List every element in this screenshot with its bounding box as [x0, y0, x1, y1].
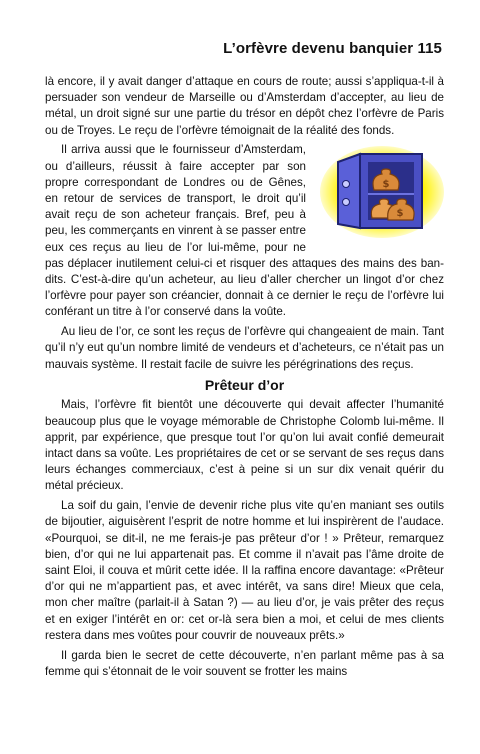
paragraph-6: Il garda bien le secret de cette découverte, n’en parlant même pas à sa femme qui s’étonnait de le voir souvent se frotter les mains [45, 648, 444, 678]
paragraph-5: La soif du gain, l’envie de devenir riche plus vite qu’en maniant ses outils de bijoutier, aiguisèrent l’esprit de notre homme et lui inspirèrent de l’audace. «Pourquoi, se dit-il, ne me ferais-je pas prêteur d’or ! » Prêteur, remarquez bien, d’or qui ne lui appartenait pas. Et comme il n’avait pas l’âme droite de saint Eloi, il couva et mûrit cette idée. Il la raffina encore davantage: «Prêteur d’or qui ne m’appartient pas, et avec intérêt, va sans dire! Mieux que cela, mon cher maître (parlait-il à Satan ?) — au lieu d’or, je vais prêter des reçus et en exiger l’intérêt en or: cet or-là sera bien a moi, et celui de mes clients restera dans mes voûtes pour couvrir de nouveaux prêts.» [45, 499, 444, 642]
paragraph-2-text: Il arriva aussi que le fournisseur d’Amsterdam, ou d’ailleurs, réussit à faire accepter par son propre correspondant de Londres ou de Gênes, en retour de services de transport, le droit qu’il avait reçu de son acheteur français. Bref, peu à peu, les commerçants en vinrent à se passer entre eux ces reçus au lieu de l’or lui-même, pour ne pas déplacer inutilement celui-ci et risquer des attaques des mains des bandits. C’est-à-dire qu’un acheteur, au lieu d’aller chercher un lingot d’or chez l’orfèvre pour payer son créancier, donnait à ce dernier le reçu de l’orfèvre lui conférant un titre à l’or conservé dans la voûte. [45, 143, 444, 319]
paragraph-3: Au lieu de l’or, ce sont les reçus de l’orfèvre qui changeaient de main. Tant qu’il n’y eut qu’un nombre limité de vendeurs et d’acheteurs, ce n’était pas un mauvais système. Il restait facile de suivre les pérégrinations des reçus. [45, 325, 444, 371]
paragraph-4: Mais, l’orfèvre fit bientôt une découverte qui devait affecter l’humanité beaucoup plus que le voyage mémorable de Christophe Colomb lui-même. Il apprit, par expérience, que presque tout l’or qu’on lui avait confié demeurait intact dans sa voûte. Les propriétaires de cet or se servant de ses reçus dans leurs échanges commerciaux, c’est à peine si un sur dix venait quérir du métal précieux. [45, 398, 444, 493]
vault-with-money-bags-icon [316, 144, 444, 240]
body-text [45, 74, 444, 684]
paragraph-2 [45, 142, 444, 320]
section-title: Prêteur d’or [204, 377, 285, 394]
running-title: L’orfèvre devenu banquier [223, 40, 414, 57]
svg-text:$: $ [396, 208, 404, 220]
running-header [40, 40, 442, 57]
page-number: 115 [417, 40, 442, 57]
paragraph-1: là encore, il y avait danger d’attaque en cours de route; aussi s’appliqua-t-il à persuader son vendeur de Marseille ou d’Amsterdam d’accepter, au lieu de métal, un droit signé sur une partie du trésor en dépôt chez l’orfèvre de Paris ou de Troyes. Le reçu de l’orfèvre témoignait de la réalité des fonds. [45, 75, 444, 137]
svg-text:$: $ [382, 179, 390, 191]
